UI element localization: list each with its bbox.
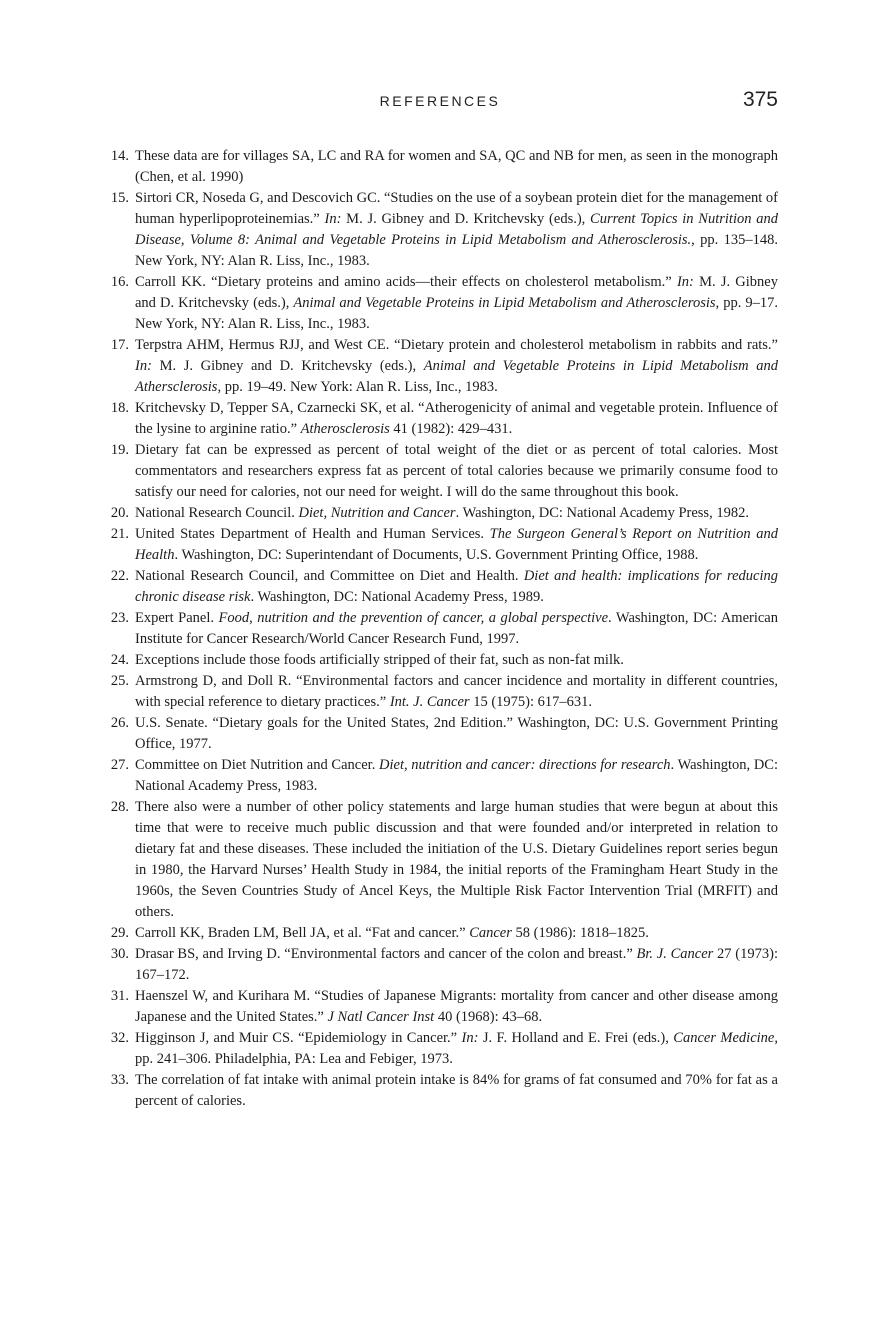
reference-text-segment: , pp. 9–17. New York, NY: Alan R. Liss, Inc., 1983. bbox=[135, 295, 779, 332]
reference-text-segment: U.S. Senate. “Dietary goals for the United States, 2nd Edition.” Washington, DC: U.S. Government Printing Office, 1977. bbox=[135, 715, 778, 752]
reference-text-segment: J. F. Holland and E. Frei (eds.), bbox=[478, 1030, 674, 1046]
reference-number: 17. bbox=[110, 337, 129, 353]
reference-number: 20. bbox=[110, 505, 129, 521]
reference-italic-segment: In: bbox=[461, 1030, 479, 1046]
reference-text-segment: . Washington, DC: National Academy Press, 1989. bbox=[250, 589, 544, 605]
reference-item bbox=[104, 524, 778, 566]
reference-text-segment: Higginson J, and Muir CS. “Epidemiology in Cancer.” bbox=[135, 1030, 462, 1046]
reference-item bbox=[104, 503, 778, 524]
reference-number: 21. bbox=[110, 526, 129, 542]
reference-text bbox=[135, 272, 778, 335]
reference-text-segment: Carroll KK. “Dietary proteins and amino acids—their effects on cholesterol metabolism.” bbox=[135, 274, 677, 290]
reference-italic-segment: Cancer Medicine bbox=[673, 1030, 775, 1046]
reference-number: 25. bbox=[110, 673, 129, 689]
reference-number: 18. bbox=[110, 400, 129, 416]
reference-text-segment: . Washington, DC: National Academy Press, 1982. bbox=[455, 505, 749, 521]
reference-text-segment: Carroll KK, Braden LM, Bell JA, et al. “Fat and cancer.” bbox=[135, 925, 470, 941]
reference-item bbox=[104, 272, 778, 335]
reference-number: 16. bbox=[110, 274, 129, 290]
reference-text bbox=[135, 335, 778, 398]
reference-text-segment: There also were a number of other policy statements and large human studies that were begun at about this time that were to receive much public discussion and that were founded and/or interpreted in relation to dietary fat and these diseases. These included the initiation of the U.S. Dietary Guidelines report series begun in 1980, the Harvard Nurses’ Health Study in 1984, the initial reports of the Framingham Heart Study in the 1960s, the Seven Countries Study of Ancel Keys, the Multiple Risk Factor Intervention Trial (MRFIT) and others. bbox=[135, 799, 778, 920]
reference-number: 32. bbox=[110, 1030, 129, 1046]
reference-item bbox=[104, 713, 778, 755]
reference-item bbox=[104, 566, 778, 608]
reference-text-segment: National Research Council, and Committee on Diet and Health. bbox=[135, 568, 524, 584]
reference-text bbox=[135, 1070, 778, 1112]
reference-item bbox=[104, 944, 778, 986]
reference-number: 24. bbox=[110, 652, 129, 668]
reference-text bbox=[135, 713, 778, 755]
reference-text bbox=[135, 440, 778, 503]
reference-text bbox=[135, 923, 778, 944]
reference-item bbox=[104, 335, 778, 398]
reference-number: 15. bbox=[110, 190, 129, 206]
reference-text-segment: The correlation of fat intake with animal protein intake is 84% for grams of fat consumed and 70% for fat as a percent of calories. bbox=[135, 1072, 778, 1109]
reference-italic-segment: Atherosclerosis bbox=[300, 421, 390, 437]
reference-item bbox=[104, 608, 778, 650]
reference-text-segment: M. J. Gibney and D. Kritchevsky (eds.), bbox=[151, 358, 424, 374]
reference-text bbox=[135, 755, 778, 797]
reference-text bbox=[135, 398, 778, 440]
reference-number: 30. bbox=[110, 946, 129, 962]
reference-text bbox=[135, 608, 778, 650]
reference-text-segment: Kritchevsky D, Tepper SA, Czarnecki SK, et al. “Atherogenicity of animal and vegetable protein. Influence of the lysine to arginine ratio.” bbox=[135, 400, 778, 437]
reference-text-segment: These data are for villages SA, LC and RA for women and SA, QC and NB for men, as seen in the monograph (Chen, et al. 1990) bbox=[135, 148, 778, 185]
reference-italic-segment: Diet, nutrition and cancer: directions for research bbox=[379, 757, 671, 773]
reference-text-segment: 40 (1968): 43–68. bbox=[434, 1009, 543, 1025]
reference-item bbox=[104, 923, 778, 944]
reference-item bbox=[104, 188, 778, 272]
reference-text-segment: Exceptions include those foods artificially stripped of their fat, such as non-fat milk. bbox=[135, 652, 624, 668]
reference-italic-segment: In: bbox=[676, 274, 694, 290]
running-title: REFERENCES bbox=[379, 93, 501, 109]
reference-text bbox=[135, 986, 778, 1028]
reference-text-segment: Armstrong D, and Doll R. “Environmental factors and cancer incidence and mortality in different countries, with special reference to dietary practices.” bbox=[135, 673, 778, 710]
reference-item bbox=[104, 986, 778, 1028]
reference-italic-segment: In: bbox=[324, 211, 342, 227]
reference-item bbox=[104, 440, 778, 503]
reference-number: 27. bbox=[110, 757, 129, 773]
reference-text-segment: 15 (1975): 617–631. bbox=[469, 694, 592, 710]
reference-italic-segment: Int. J. Cancer bbox=[389, 694, 470, 710]
reference-number: 26. bbox=[110, 715, 129, 731]
reference-text-segment: 27 (1973): 167–172. bbox=[135, 946, 778, 983]
reference-number: 29. bbox=[110, 925, 129, 941]
reference-list bbox=[104, 146, 778, 1112]
reference-text-segment: . Washington, DC: Superintendant of Documents, U.S. Government Printing Office, 1988. bbox=[174, 547, 699, 563]
reference-item bbox=[104, 755, 778, 797]
reference-number: 19. bbox=[110, 442, 129, 458]
reference-text-segment: Terpstra AHM, Hermus RJJ, and West CE. “Dietary protein and cholesterol metabolism in rabbits and rats.” bbox=[135, 337, 778, 353]
reference-text bbox=[135, 944, 778, 986]
running-head bbox=[0, 88, 880, 116]
reference-text-segment: Haenszel W, and Kurihara M. “Studies of Japanese Migrants: mortality from cancer and other disease among Japanese and the United States.” bbox=[135, 988, 778, 1025]
reference-text-segment: Expert Panel. bbox=[135, 610, 219, 626]
reference-text-segment: , pp. 19–49. New York: Alan R. Liss, Inc., 1983. bbox=[217, 379, 498, 395]
reference-text-segment: . Washington, DC: American Institute for Cancer Research/World Cancer Research Fund, 1997. bbox=[135, 610, 778, 647]
reference-text-segment: 58 (1986): 1818–1825. bbox=[511, 925, 649, 941]
reference-text bbox=[135, 1028, 778, 1070]
reference-text bbox=[135, 524, 778, 566]
reference-text bbox=[135, 188, 778, 272]
reference-item bbox=[104, 671, 778, 713]
reference-text-segment: National Research Council. bbox=[135, 505, 299, 521]
reference-italic-segment: Diet, Nutrition and Cancer bbox=[298, 505, 456, 521]
reference-item bbox=[104, 1070, 778, 1112]
reference-item bbox=[104, 797, 778, 923]
reference-number: 33. bbox=[110, 1072, 129, 1088]
reference-text-segment: Dietary fat can be expressed as percent of total weight of the diet or as percent of total calories. Most commentators and researchers express fat as percent of total calories because we primarily consume food to satisfy our need for calories, not our need for weight. I will do the same throughout this book. bbox=[135, 442, 778, 500]
reference-number: 14. bbox=[110, 148, 129, 164]
reference-italic-segment: Br. J. Cancer bbox=[636, 946, 714, 962]
reference-number: 23. bbox=[110, 610, 129, 626]
reference-text bbox=[135, 650, 778, 671]
page-number: 375 bbox=[742, 88, 778, 111]
reference-text-segment: . Washington, DC: National Academy Press, 1983. bbox=[135, 757, 778, 794]
reference-text-segment: , pp. 241–306. Philadelphia, PA: Lea and Febiger, 1973. bbox=[135, 1030, 778, 1067]
reference-text-segment: , pp. 135–148. New York, NY: Alan R. Liss, Inc., 1983. bbox=[135, 232, 779, 269]
reference-text bbox=[135, 503, 778, 524]
reference-italic-segment: Diet and health: implications for reducing chronic disease risk bbox=[135, 568, 778, 605]
reference-italic-segment: J Natl Cancer Inst bbox=[327, 1009, 435, 1025]
reference-number: 28. bbox=[110, 799, 129, 815]
reference-text bbox=[135, 566, 778, 608]
reference-text-segment: M. J. Gibney and D. Kritchevsky (eds.), bbox=[341, 211, 591, 227]
reference-text-segment: 41 (1982): 429–431. bbox=[389, 421, 513, 437]
reference-number: 31. bbox=[110, 988, 129, 1004]
reference-text-segment: Committee on Diet Nutrition and Cancer. bbox=[135, 757, 380, 773]
reference-italic-segment: Food, nutrition and the prevention of cancer, a global perspective bbox=[218, 610, 609, 626]
reference-item bbox=[104, 146, 778, 188]
reference-item bbox=[104, 398, 778, 440]
reference-text-segment: M. J. Gibney and D. Kritchevsky (eds.), bbox=[135, 274, 778, 311]
reference-italic-segment: Cancer bbox=[469, 925, 512, 941]
reference-number: 22. bbox=[110, 568, 129, 584]
reference-item bbox=[104, 650, 778, 671]
reference-text bbox=[135, 671, 778, 713]
reference-text-segment: United States Department of Health and Human Services. bbox=[135, 526, 490, 542]
reference-text bbox=[135, 797, 778, 923]
reference-italic-segment: The Surgeon General’s Report on Nutrition and Health bbox=[135, 526, 778, 563]
reference-item bbox=[104, 1028, 778, 1070]
reference-italic-segment: Current Topics in Nutrition and Disease, Volume 8: Animal and Vegetable Proteins in Lipid Metabolism and Atherosclerosis. bbox=[135, 211, 778, 248]
reference-text-segment: Sirtori CR, Noseda G, and Descovich GC. “Studies on the use of a soybean protein diet for the management of human hyperlipoproteinemias.” bbox=[135, 190, 778, 227]
reference-text bbox=[135, 146, 778, 188]
reference-italic-segment: In: bbox=[135, 358, 152, 374]
reference-italic-segment: Animal and Vegetable Proteins in Lipid Metabolism and Atherosclerosis bbox=[293, 295, 716, 311]
reference-text-segment: Drasar BS, and Irving D. “Environmental factors and cancer of the colon and breast.” bbox=[135, 946, 637, 962]
reference-italic-segment: Animal and Vegetable Proteins in Lipid Metabolism and Athersclerosis bbox=[135, 358, 778, 395]
